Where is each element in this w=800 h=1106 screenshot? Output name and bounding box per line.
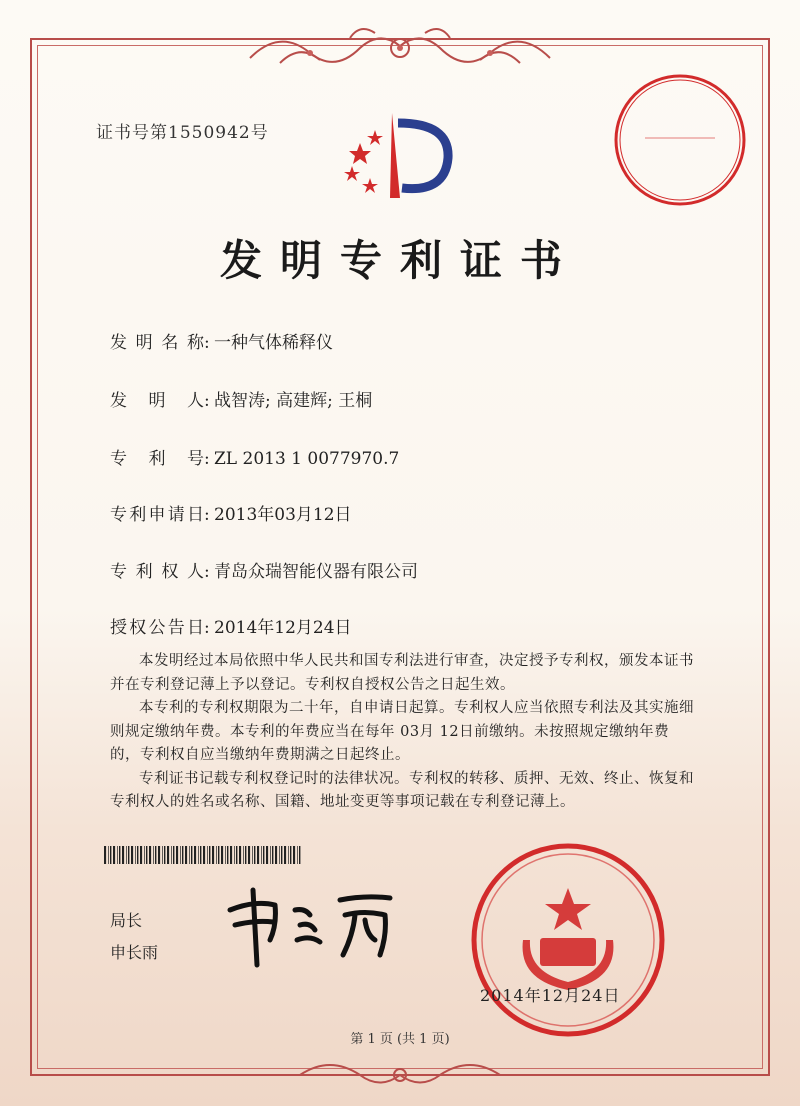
field-label: 授权公告日 [110, 618, 204, 638]
field-value: 一种气体稀释仪 [214, 333, 333, 353]
field-value: 战智涛; 高建辉; 王桐 [214, 391, 373, 411]
field-value: ZL 2013 1 0077970.7 [214, 449, 400, 469]
field-label: 专利号 [110, 449, 204, 469]
certificate-title: 发明专利证书 [219, 236, 580, 285]
field-patentee: 专利权人: 青岛众瑞智能仪器有限公司 [110, 557, 418, 582]
field-label: 专利权人 [110, 562, 204, 582]
patent-office-logo-icon [330, 108, 470, 208]
national-ip-office-seal-icon [468, 840, 668, 1040]
seal-date: 2014年12月24日 [480, 986, 621, 1005]
signature-icon [215, 880, 405, 970]
top-ornament-icon [240, 18, 560, 88]
field-value: 青岛众瑞智能仪器有限公司 [214, 562, 418, 582]
field-value: 2013年03月12日 [214, 505, 352, 525]
certificate-number: 证书号第1550942号 [96, 123, 269, 143]
field-value: 2014年12月24日 [214, 618, 352, 638]
body-paragraph: 本专利的专利权期限为二十年，自申请日起算。专利权人应当依照专利法及其实施细则规定缴纳年费。本专利的年费应当在每年 03月 12日前缴纳。未按照规定缴纳年费的，专利权自应当缴纳年费期满之日起终止。 [110, 700, 694, 763]
field-grant-date: 授权公告日: 2014年12月24日 [110, 613, 352, 638]
tax-stamp-seal-icon [610, 70, 750, 210]
barcode-icon [104, 846, 304, 864]
certificate-body-text [110, 650, 695, 815]
field-patent-number: 专利号: ZL 2013 1 0077970.7 [110, 444, 399, 469]
signatory-name: 申长雨 [110, 943, 159, 962]
page-number: 第 1 页 (共 1 页) [350, 1032, 450, 1047]
body-paragraph: 本发明经过本局依照中华人民共和国专利法进行审查，决定授予专利权，颁发本证书并在专利登记薄上予以登记。专利权自授权公告之日起生效。 [110, 653, 694, 693]
bottom-ornament-icon [290, 1055, 510, 1095]
field-application-date: 专利申请日: 2013年03月12日 [110, 500, 352, 525]
signatory-title: 局长 [110, 911, 143, 930]
field-label: 发明人 [110, 391, 204, 411]
field-invention-name: 发明名称: 一种气体稀释仪 [110, 328, 333, 353]
field-label: 发明名称 [110, 333, 204, 353]
field-inventor: 发明人: 战智涛; 高建辉; 王桐 [110, 386, 372, 411]
field-label: 专利申请日 [110, 505, 204, 525]
body-paragraph: 专利证书记载专利权登记时的法律状况。专利权的转移、质押、无效、终止、恢复和专利权人的姓名或名称、国籍、地址变更等事项记载在专利登记薄上。 [110, 770, 694, 810]
